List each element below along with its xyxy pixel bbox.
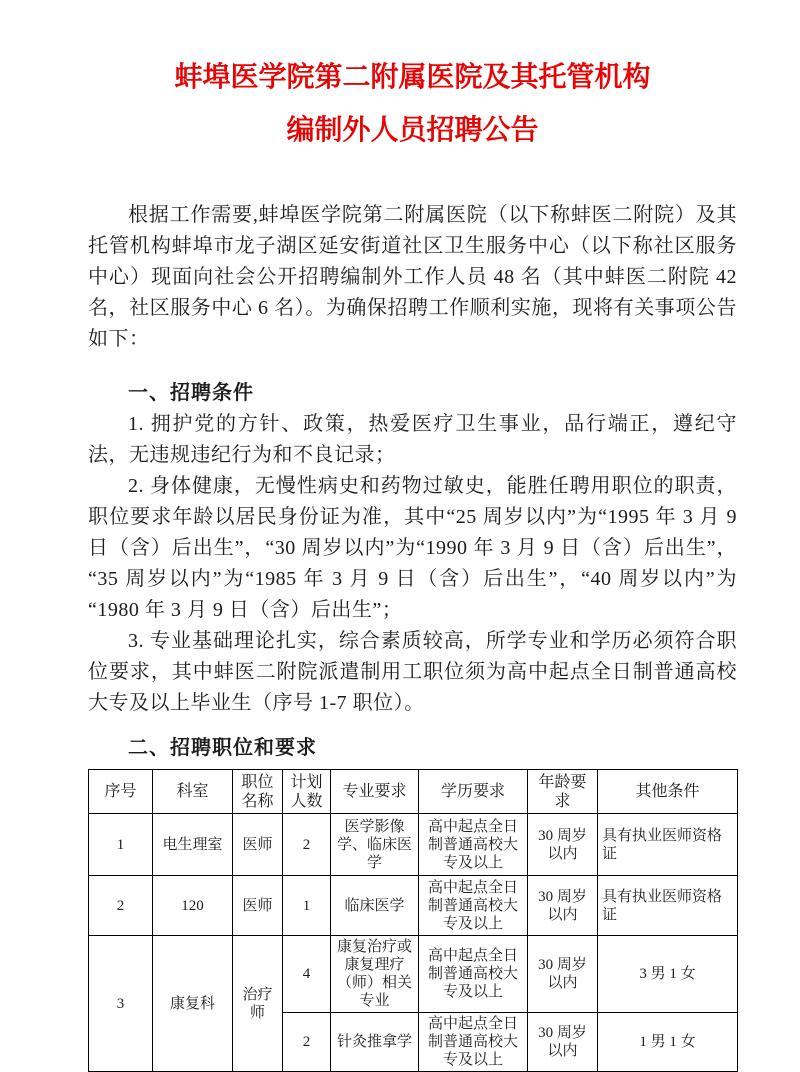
cell-age: 30 周岁以内 [528, 814, 598, 876]
header-department: 科室 [153, 770, 233, 814]
table-row [89, 876, 738, 936]
cell-education: 高中起点全日制普通高校大专及以上 [419, 876, 528, 936]
header-planned-count: 计划人数 [283, 770, 331, 814]
cell-other: 3 男 1 女 [598, 936, 738, 1013]
cell-department: 康复科 [153, 936, 233, 1072]
cell-major: 临床医学 [331, 876, 419, 936]
cell-no: 2 [89, 876, 153, 936]
cell-count: 1 [283, 876, 331, 936]
condition-item-3: 3. 专业基础理论扎实，综合素质较高，所学专业和学历必须符合职位要求，其中蚌医二附院派遣制用工职位须为高中起点全日制普通高校大专及以上毕业生（序号 1-7 职位）。 [88, 630, 737, 714]
header-serial-number: 序号 [89, 770, 153, 814]
table-row [89, 936, 738, 1013]
cell-age: 30 周岁以内 [528, 1013, 598, 1072]
cell-major: 医学影像学、临床医学 [331, 814, 419, 876]
cell-other: 具有执业医师资格证 [598, 814, 738, 876]
cell-education: 高中起点全日制普通高校大专及以上 [419, 1013, 528, 1072]
section1-heading: 一、招聘条件 [128, 382, 254, 404]
cell-position: 治疗师 [233, 936, 283, 1072]
header-age-requirement: 年龄要求 [528, 770, 598, 814]
table-row [89, 814, 738, 876]
document-title [88, 58, 737, 151]
cell-no: 1 [89, 814, 153, 876]
document-title-line2: 编制外人员招聘公告 [286, 115, 539, 146]
cell-major: 康复治疗或康复理疗（师）相关专业 [331, 936, 419, 1013]
cell-other: 具有执业医师资格证 [598, 876, 738, 936]
cell-major: 针灸推拿学 [331, 1013, 419, 1072]
condition-item-1: 1. 拥护党的方针、政策，热爱医疗卫生事业，品行端正，遵纪守法，无违规违纪行为和不良记录； [88, 413, 737, 466]
cell-department: 电生理室 [153, 814, 233, 876]
document-title-line1: 蚌埠医学院第二附属医院及其托管机构 [174, 62, 651, 93]
intro-paragraph: 根据工作需要,蚌埠医学院第二附属医院（以下称蚌医二附院）及其托管机构蚌埠市龙子湖区延安街道社区卫生服务中心（以下称社区服务中心）现面向社会公开招聘编制外工作人员 48 名（其中蚌医二附院 42 名，社区服务中心 6 名）。为确保招聘工作顺利实施，现将有关事项公告如下： [88, 204, 737, 350]
header-other-conditions: 其他条件 [598, 770, 738, 814]
header-major-requirement: 专业要求 [331, 770, 419, 814]
cell-other: 1 男 1 女 [598, 1013, 738, 1072]
cell-count: 2 [283, 814, 331, 876]
cell-education: 高中起点全日制普通高校大专及以上 [419, 936, 528, 1013]
cell-position: 医师 [233, 814, 283, 876]
condition-item-2: 2. 身体健康，无慢性病史和药物过敏史，能胜任聘用职位的职责，职位要求年龄以居民身份证为准，其中“25 周岁以内”为“1995 年 3 月 9 日（含）后出生”，“30 周岁以内”为“1990 年 3 月 9 日（含）后出生”，“35 周岁以内”为“1985 年 3 月 9 日（含）后出生”，“40 周岁以内”为“1980 年 3 月 9 日（含）后出生”； [88, 475, 737, 621]
cell-position: 医师 [233, 876, 283, 936]
cell-education: 高中起点全日制普通高校大专及以上 [419, 814, 528, 876]
cell-count: 2 [283, 1013, 331, 1072]
section2-heading: 二、招聘职位和要求 [128, 737, 317, 759]
cell-age: 30 周岁以内 [528, 876, 598, 936]
header-position-name: 职位名称 [233, 770, 283, 814]
cell-no: 3 [89, 936, 153, 1072]
cell-age: 30 周岁以内 [528, 936, 598, 1013]
cell-count: 4 [283, 936, 331, 1013]
header-education-requirement: 学历要求 [419, 770, 528, 814]
recruitment-positions-table [88, 769, 738, 1072]
cell-department: 120 [153, 876, 233, 936]
table-header-row [89, 770, 738, 814]
